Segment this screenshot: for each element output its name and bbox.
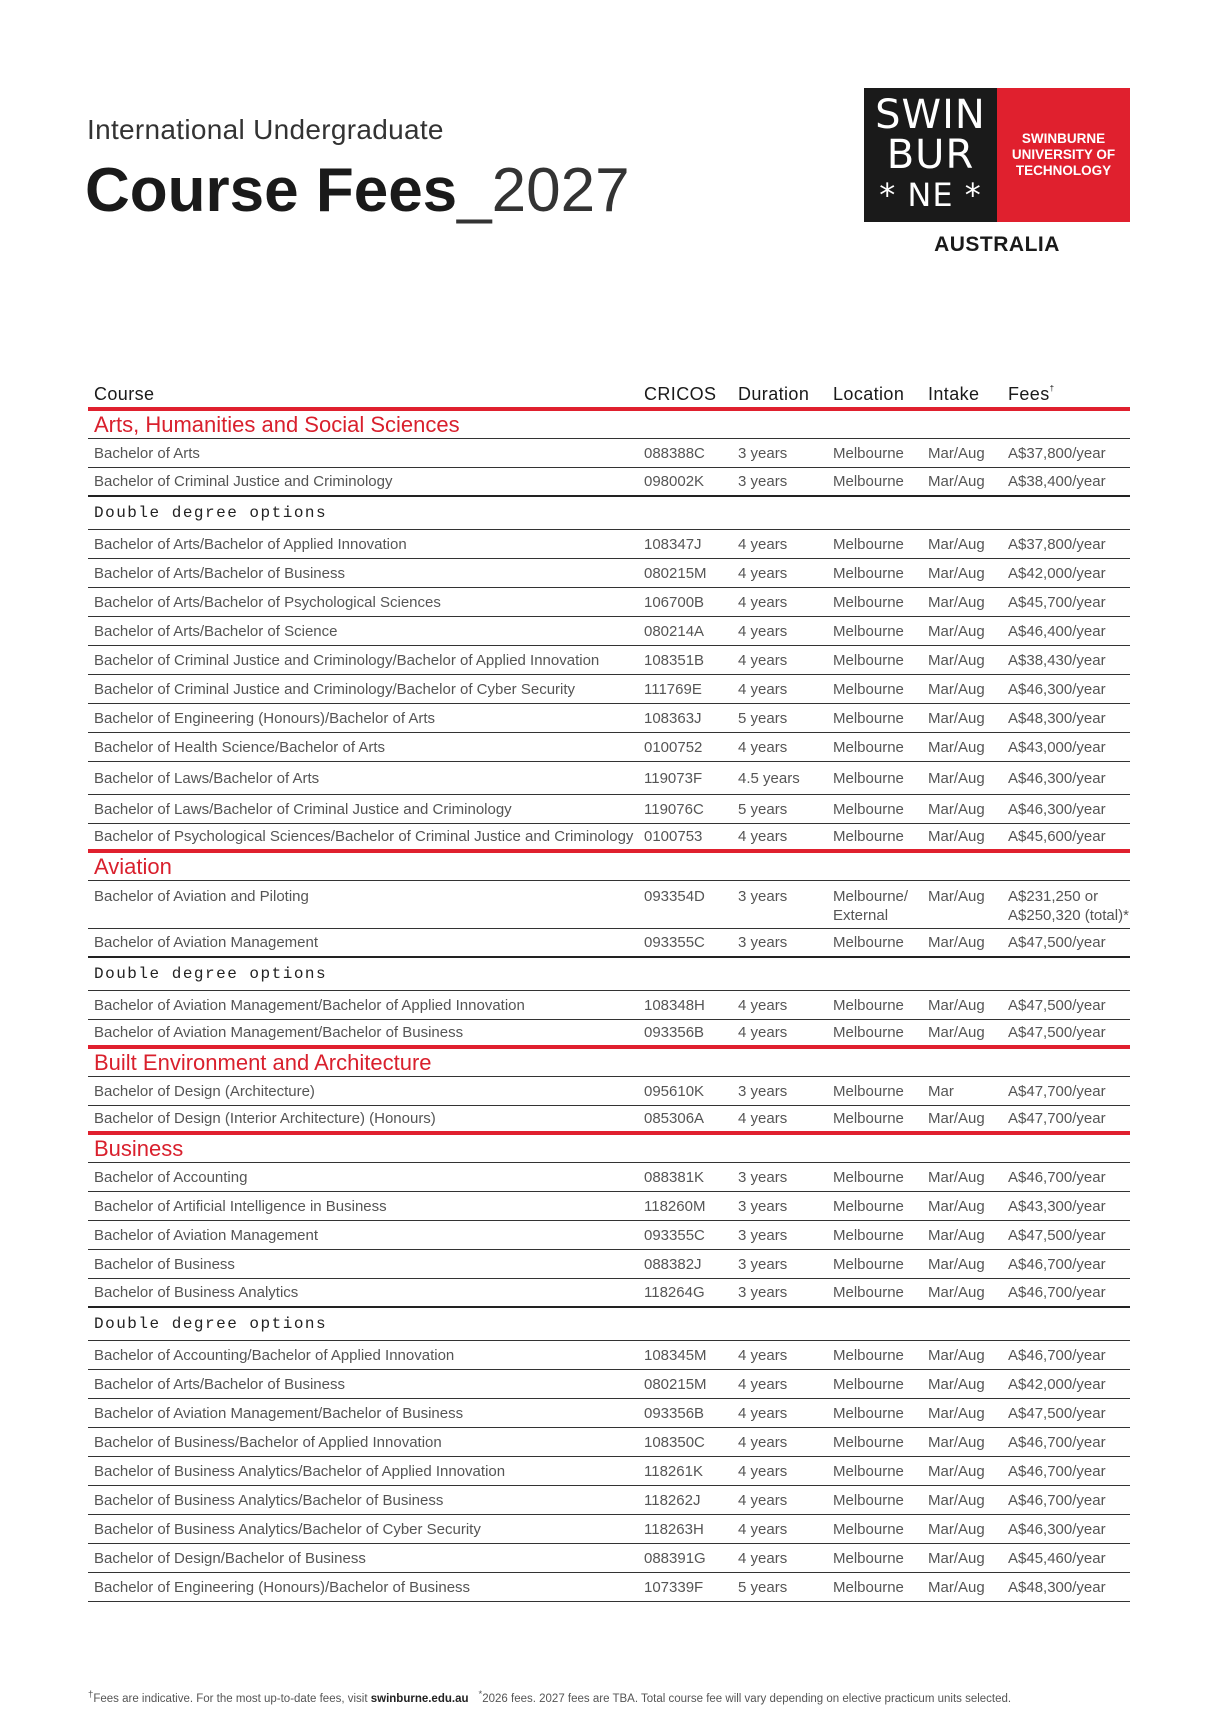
cell-cricos: 108347J [644,535,702,553]
table-header [88,382,1130,411]
cell-intake: Mar/Aug [928,1462,985,1480]
cell-fees: A$43,300/year [1008,1197,1106,1215]
cell-course: Bachelor of Design (Architecture) [94,1082,315,1100]
cell-fees: A$42,000/year [1008,1375,1106,1393]
col-cricos: CRICOS [644,384,717,404]
cell-fees: A$46,300/year [1008,1520,1106,1538]
cell-cricos: 106700B [644,593,705,611]
cell-course: Bachelor of Business Analytics/Bachelor of Business [94,1491,444,1509]
cell-duration: 4 years [738,828,788,845]
table-body [88,411,1130,1602]
cell-course: Bachelor of Arts [94,444,200,462]
footer-text-2: 2026 fees. 2027 fees are TBA. Total course fee will vary depending on elective practicum units selected. [482,1692,1012,1705]
cell-intake: Mar/Aug [928,564,985,582]
cell-cricos: 108348H [644,996,705,1014]
col-duration: Duration [738,384,810,404]
cell-location: Melbourne [833,473,904,490]
cell-duration: 4 years [738,1404,788,1422]
cell-cricos: 093355C [644,934,705,951]
cell-fees: A$48,300/year [1008,1578,1106,1596]
cell-location: Melbourne [833,651,904,669]
cell-location: Melbourne [833,738,904,756]
logo-university-name [997,88,1130,222]
cell-duration: 5 years [738,709,788,727]
cell-duration: 4 years [738,593,788,611]
logo-country: AUSTRALIA [934,233,1060,256]
cell-cricos: 118260M [644,1197,706,1215]
cell-cricos: 095610K [644,1082,705,1100]
table-row [88,733,1130,762]
cell-course: Bachelor of Aviation Management [94,1226,319,1244]
table-row [88,1370,1130,1399]
cell-duration: 3 years [738,1226,788,1244]
cell-cricos: 118263H [644,1520,704,1538]
cell-course: Bachelor of Business Analytics/Bachelor of Applied Innovation [94,1462,506,1480]
cell-fees: A$47,500/year [1008,1226,1106,1244]
table-row [88,1573,1130,1602]
table-row [88,1399,1130,1428]
footer-text-1: Fees are indicative. For the most up-to-date fees, visit [93,1692,371,1705]
cell-cricos: 108345M [644,1346,707,1364]
cell-duration: 4 years [738,1462,788,1480]
cell-course: Bachelor of Arts/Bachelor of Business [94,1375,345,1393]
cell-duration: 4 years [738,1520,788,1538]
cell-location: Melbourne [833,1433,904,1451]
cell-intake: Mar/Aug [928,1284,985,1301]
cell-course: Bachelor of Business [94,1255,235,1273]
cell-cricos: 088391G [644,1549,706,1567]
cell-fees: A$46,700/year [1008,1433,1106,1451]
cell-fees: A$37,800/year [1008,444,1106,462]
cell-intake: Mar/Aug [928,1578,985,1596]
cell-course: Bachelor of Arts/Bachelor of Science [94,622,338,640]
cell-fees: A$38,430/year [1008,651,1106,669]
cell-location: Melbourne [833,709,904,727]
table-row [88,1077,1130,1106]
table-row [88,704,1130,733]
cell-cricos: 108350C [644,1433,705,1451]
cell-fees: A$45,460/year [1008,1549,1106,1567]
cell-course: Bachelor of Business/Bachelor of Applied Innovation [94,1433,442,1451]
cell-duration: 5 years [738,1578,788,1596]
cell-cricos: 093356B [644,1024,705,1041]
cell-fees: A$47,500/year [1008,996,1106,1014]
cell-duration: 4 years [738,651,788,669]
cell-intake: Mar/Aug [928,651,985,669]
cell-intake: Mar/Aug [928,680,985,698]
cell-duration: 4 years [738,1433,788,1451]
section-heading: Aviation [88,853,1130,881]
logo-wordmark [864,88,997,222]
cell-fees: A$45,600/year [1008,828,1106,845]
cell-course: Bachelor of Criminal Justice and Criminology [94,473,393,490]
double-degree-heading: Double degree options [88,1308,1130,1341]
cell-intake: Mar/Aug [928,1404,985,1422]
cell-intake: Mar/Aug [928,473,985,490]
cell-course: Bachelor of Laws/Bachelor of Arts [94,769,320,787]
cell-course: Bachelor of Engineering (Honours)/Bachelor of Business [94,1578,471,1596]
cell-fees: A$46,700/year [1008,1346,1106,1364]
cell-intake: Mar/Aug [928,1520,985,1538]
footer-notes [88,1689,1148,1705]
cell-duration: 4 years [738,738,788,756]
cell-cricos: 080215M [644,1375,707,1393]
cell-course: Bachelor of Psychological Sciences/Bachelor of Criminal Justice and Criminology [94,828,634,845]
cell-course: Bachelor of Aviation Management/Bachelor of Applied Innovation [94,996,525,1014]
table-row [88,1486,1130,1515]
table-row [88,1221,1130,1250]
cell-location: Melbourne [833,1284,904,1301]
cell-duration: 4 years [738,564,788,582]
cell-intake: Mar/Aug [928,1549,985,1567]
cell-intake: Mar/Aug [928,1110,985,1127]
cell-fees: A$45,700/year [1008,593,1106,611]
cell-fees: A$47,700/year [1008,1110,1106,1127]
cell-location: Melbourne [833,800,904,818]
cell-location: Melbourne [833,1255,904,1273]
cell-location: Melbourne [833,1520,904,1538]
page-subtitle: International Undergraduate [87,114,444,145]
cell-cricos: 0100753 [644,828,703,845]
cell-cricos: 108351B [644,651,705,669]
cell-fees: A$46,700/year [1008,1462,1106,1480]
cell-cricos: 088382J [644,1255,702,1273]
cell-intake: Mar/Aug [928,535,985,553]
cell-fees: A$43,000/year [1008,738,1106,756]
cell-duration: 3 years [738,934,788,951]
cell-intake: Mar/Aug [928,444,985,462]
cell-cricos: 118262J [644,1491,701,1509]
table-row [88,588,1130,617]
table-row [88,824,1130,853]
footer-link[interactable]: swinburne.edu.au [370,1692,469,1705]
cell-location: Melbourne [833,680,904,698]
cell-intake: Mar/Aug [928,709,985,727]
double-degree-heading: Double degree options [88,958,1130,991]
col-fees-label: Fees [1008,384,1050,404]
cell-location: Melbourne [833,769,904,787]
cell-fees: A$47,700/year [1008,1082,1106,1100]
cell-cricos: 111769E [644,680,702,698]
title-year: _2027 [457,156,630,225]
cell-duration: 3 years [738,473,788,490]
cell-intake: Mar/Aug [928,1375,985,1393]
cell-cricos: 088381K [644,1168,705,1186]
section-heading: Arts, Humanities and Social Sciences [88,411,1130,439]
cell-cricos: 093356B [644,1404,705,1422]
col-fees [1002,384,1130,405]
cell-intake: Mar/Aug [928,1491,985,1509]
cell-course: Bachelor of Artificial Intelligence in Business [94,1197,387,1215]
cell-fees: A$38,400/year [1008,473,1106,490]
table-row [88,1192,1130,1221]
page-title [85,156,630,225]
swinburne-logo [864,88,1130,222]
cell-fees: A$47,500/year [1008,1404,1106,1422]
table-row [88,468,1130,497]
cell-location: Melbourne [833,622,904,640]
col-location: Location [833,384,905,404]
logo-line-2: BUR [886,132,975,178]
cell-fees: A$48,300/year [1008,709,1106,727]
cell-intake: Mar/Aug [928,1168,985,1186]
cell-fees: A$47,500/year [1008,934,1106,951]
cell-course: Bachelor of Criminal Justice and Criminology/Bachelor of Applied Innovation [94,651,600,669]
cell-duration: 3 years [738,1197,788,1215]
cell-location: Melbourne [833,593,904,611]
cell-course: Bachelor of Accounting/Bachelor of Applied Innovation [94,1346,455,1364]
cell-cricos: 119073F [644,769,703,787]
footer-mark-2: * [478,1689,483,1700]
cell-fees: A$46,700/year [1008,1168,1106,1186]
cell-location: Melbourne [833,1197,904,1215]
cell-location: Melbourne [833,828,904,845]
cell-location: Melbourne [833,1549,904,1567]
logo-uni-line-1: SWINBURNE [1021,131,1106,146]
logo-uni-line-2: UNIVERSITY OF [1011,147,1116,162]
cell-location: Melbourne [833,1346,904,1364]
cell-course: Bachelor of Design (Interior Architecture) (Honours) [94,1110,436,1127]
cell-location: Melbourne [833,1024,904,1041]
cell-fees: A$231,250 or A$250,320 (total)* [1008,888,1129,924]
cell-location: Melbourne [833,1226,904,1244]
cell-intake: Mar/Aug [928,1024,985,1041]
cell-cricos: 0100752 [644,738,703,756]
table-row [88,881,1130,929]
cell-location: Melbourne [833,444,904,462]
cell-location: Melbourne/ External [833,888,909,924]
cell-duration: 4 years [738,622,788,640]
cell-intake: Mar/Aug [928,1197,985,1215]
cell-location: Melbourne [833,1404,904,1422]
cell-fees: A$46,700/year [1008,1255,1106,1273]
cell-intake: Mar/Aug [928,828,985,845]
cell-duration: 4 years [738,996,788,1014]
fees-mark: † [1049,384,1055,393]
cell-cricos: 107339F [644,1578,704,1596]
section-heading: Built Environment and Architecture [88,1049,1130,1077]
table-row [88,991,1130,1020]
cell-duration: 3 years [738,1255,788,1273]
cell-cricos: 093354D [644,888,705,905]
cell-fees: A$37,800/year [1008,535,1106,553]
cell-location: Melbourne [833,1110,904,1127]
cell-intake: Mar/Aug [928,622,985,640]
table-row [88,1279,1130,1308]
logo-line-3: * NE * [879,176,982,214]
table-row [88,1428,1130,1457]
cell-intake: Mar/Aug [928,996,985,1014]
cell-course: Bachelor of Aviation Management/Bachelor of Business [94,1024,464,1041]
col-course: Course [94,384,155,404]
table-row [88,1515,1130,1544]
cell-intake: Mar/Aug [928,934,985,951]
double-degree-heading: Double degree options [88,497,1130,530]
cell-location: Melbourne [833,1491,904,1509]
table-row [88,929,1130,958]
col-intake: Intake [928,384,980,404]
table-row [88,1020,1130,1049]
cell-intake: Mar/Aug [928,738,985,756]
cell-duration: 4 years [738,1346,788,1364]
cell-intake: Mar/Aug [928,593,985,611]
cell-intake: Mar/Aug [928,769,985,787]
cell-course: Bachelor of Aviation Management [94,934,319,951]
cell-duration: 4 years [738,1549,788,1567]
cell-location: Melbourne [833,564,904,582]
cell-fees: A$47,500/year [1008,1024,1106,1041]
table-row [88,795,1130,824]
table-row [88,439,1130,468]
cell-location: Melbourne [833,996,904,1014]
table-row [88,1163,1130,1192]
cell-cricos: 093355C [644,1226,705,1244]
table-row [88,1544,1130,1573]
cell-cricos: 119076C [644,800,704,818]
cell-fees: A$46,300/year [1008,680,1106,698]
cell-cricos: 080215M [644,564,707,582]
cell-duration: 4 years [738,1491,788,1509]
cell-course: Bachelor of Arts/Bachelor of Psychological Sciences [94,593,441,611]
cell-course: Bachelor of Aviation Management/Bachelor of Business [94,1404,464,1422]
cell-cricos: 085306A [644,1110,705,1127]
cell-duration: 4 years [738,1110,788,1127]
cell-duration: 4.5 years [738,769,800,787]
cell-course: Bachelor of Health Science/Bachelor of Arts [94,738,385,756]
cell-course: Bachelor of Arts/Bachelor of Business [94,564,345,582]
table-row [88,646,1130,675]
logo-line-1: SWIN [875,92,986,138]
cell-course: Bachelor of Business Analytics [94,1284,299,1301]
table-row [88,1457,1130,1486]
cell-location: Melbourne [833,535,904,553]
cell-duration: 3 years [738,444,788,462]
logo-uni-line-3: TECHNOLOGY [1015,163,1112,178]
table-row [88,1250,1130,1279]
cell-duration: 3 years [738,1082,788,1100]
cell-duration: 5 years [738,800,788,818]
fees-table [88,382,1130,1602]
cell-course: Bachelor of Accounting [94,1168,248,1186]
cell-duration: 4 years [738,1024,788,1041]
footer-mark-1: † [88,1689,94,1700]
cell-cricos: 088388C [644,444,705,462]
cell-intake: Mar/Aug [928,1255,985,1273]
table-row [88,530,1130,559]
table-row [88,675,1130,704]
table-row [88,1341,1130,1370]
cell-intake: Mar/Aug [928,888,985,905]
cell-course: Bachelor of Criminal Justice and Criminology/Bachelor of Cyber Security [94,680,576,698]
cell-cricos: 108363J [644,709,702,727]
table-row [88,1106,1130,1135]
cell-fees: A$46,400/year [1008,622,1106,640]
cell-location: Melbourne [833,1375,904,1393]
cell-location: Melbourne [833,934,904,951]
table-row [88,617,1130,646]
cell-cricos: 080214A [644,622,705,640]
cell-course: Bachelor of Arts/Bachelor of Applied Innovation [94,535,407,553]
cell-cricos: 118261K [644,1462,703,1480]
cell-duration: 3 years [738,888,788,905]
cell-course: Bachelor of Aviation and Piloting [94,888,309,905]
cell-duration: 4 years [738,1375,788,1393]
cell-intake: Mar/Aug [928,1433,985,1451]
cell-location: Melbourne [833,1168,904,1186]
cell-duration: 3 years [738,1168,788,1186]
cell-course: Bachelor of Engineering (Honours)/Bachelor of Arts [94,709,436,727]
table-row [88,559,1130,588]
cell-intake: Mar/Aug [928,1346,985,1364]
cell-fees: A$46,300/year [1008,800,1106,818]
cell-fees: A$46,700/year [1008,1284,1106,1301]
section-heading: Business [88,1135,1130,1163]
cell-cricos: 118264G [644,1284,705,1301]
table-row [88,762,1130,795]
cell-intake: Mar/Aug [928,800,985,818]
cell-course: Bachelor of Laws/Bachelor of Criminal Justice and Criminology [94,800,512,818]
cell-location: Melbourne [833,1462,904,1480]
cell-intake: Mar [928,1082,954,1100]
cell-cricos: 098002K [644,473,705,490]
cell-course: Bachelor of Business Analytics/Bachelor of Cyber Security [94,1520,481,1538]
cell-fees: A$42,000/year [1008,564,1106,582]
cell-intake: Mar/Aug [928,1226,985,1244]
title-main: Course Fees [85,156,458,225]
cell-course: Bachelor of Design/Bachelor of Business [94,1549,366,1567]
cell-duration: 3 years [738,1284,788,1301]
cell-location: Melbourne [833,1082,904,1100]
cell-fees: A$46,300/year [1008,769,1106,787]
cell-location: Melbourne [833,1578,904,1596]
cell-duration: 4 years [738,680,788,698]
cell-duration: 4 years [738,535,788,553]
cell-fees: A$46,700/year [1008,1491,1106,1509]
